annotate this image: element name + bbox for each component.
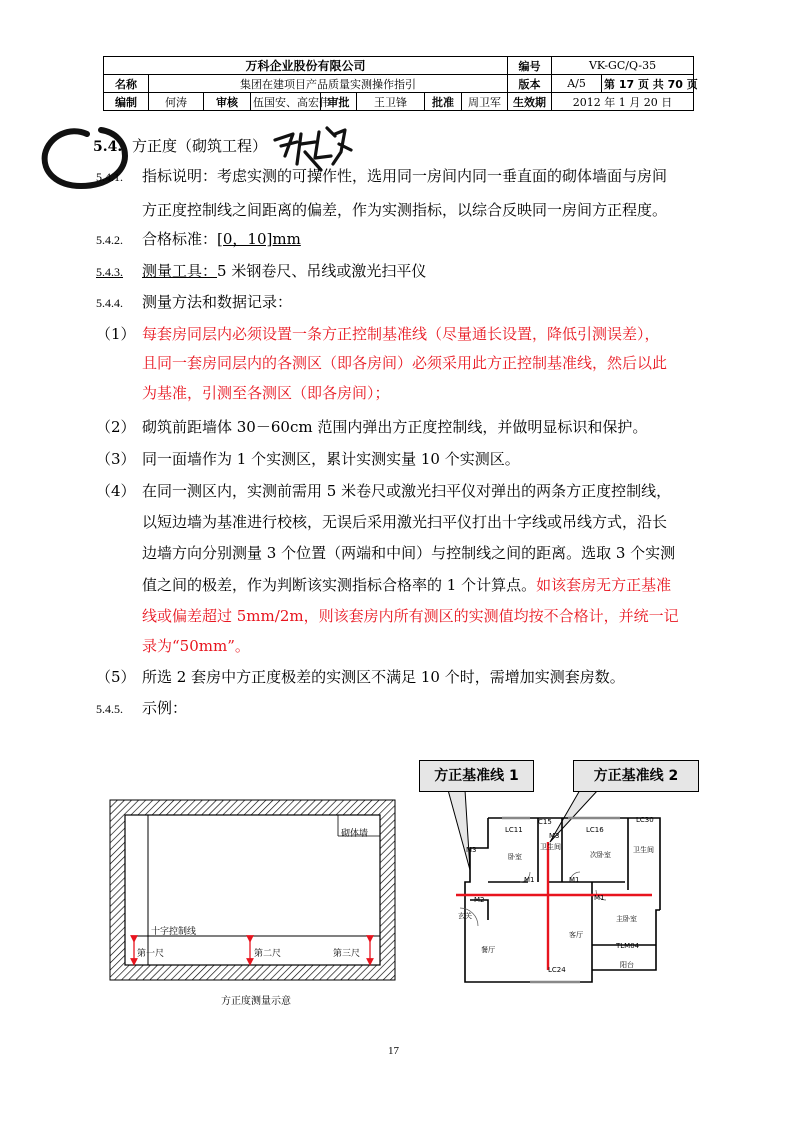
section-number: 5.4. xyxy=(93,139,123,155)
room-label: 卧室 xyxy=(508,853,522,861)
ratifier-value: 周卫军 xyxy=(462,93,508,111)
floor-plan xyxy=(420,760,700,990)
paragraph-line: 以短边墙为基准进行校核，无误后采用激光扫平仪打出十字线或吊线方式，沿长 xyxy=(142,513,668,531)
measure-1-label: 第一尺 xyxy=(137,949,165,959)
room-label: 次卧室 xyxy=(590,851,611,859)
paragraph-line: 所选 2 套房中方正度极差的实测区不满足 10 个时，需增加实测套房数。 xyxy=(142,668,625,686)
paragraph-text-red: 如该套房无方正基准 xyxy=(536,576,672,594)
wall-label: 砌体墙 xyxy=(341,829,369,839)
paragraph-line: 在同一测区内，实测前需用 5 米卷尺或激光扫平仪对弹出的两条方正度控制线， xyxy=(142,482,672,500)
paragraph-line: 测量方法和数据记录： xyxy=(142,293,293,311)
ratify-label: 批准 xyxy=(425,93,462,111)
room-label: 主卧室 xyxy=(616,915,637,923)
paragraph-line-red: 且同一套房同层内的各测区（即各房间）必须采用此方正控制基准线，然后以此 xyxy=(142,354,668,372)
item-number: 5.4.3. xyxy=(96,265,123,279)
plan-tag: M3 xyxy=(549,832,560,840)
effective-label: 生效期 xyxy=(508,93,552,111)
reference-line-2-callout: 方正基准线 2 xyxy=(573,760,699,792)
code-label: 编号 xyxy=(508,57,552,75)
author-label: 编制 xyxy=(104,93,149,111)
item-number: 5.4.5. xyxy=(96,702,123,716)
list-number: （1） xyxy=(96,325,136,343)
paragraph-line xyxy=(142,230,301,248)
paragraph-line-red: 每套房同层内必须设置一条方正控制基准线（尽量通长设置，降低引测误差）， xyxy=(142,325,660,343)
item-number: 5.4.1. xyxy=(96,170,123,184)
cross-line-label: 十字控制线 xyxy=(151,927,197,937)
plan-tag: TLM04 xyxy=(616,942,640,950)
approver-value: 王卫锋 xyxy=(357,93,425,111)
standard-label: 合格标准： xyxy=(142,230,218,248)
room-label: 玄关 xyxy=(458,912,472,920)
list-number: （4） xyxy=(96,482,136,500)
tools-label: 测量工具： xyxy=(142,262,218,280)
version-value: A/5 xyxy=(552,75,602,93)
company-name: 万科企业股份有限公司 xyxy=(104,57,508,75)
page-info: 第 17 页 共 70 页 xyxy=(602,75,694,93)
room-label: 卫生间 xyxy=(633,846,654,854)
paragraph-line: 示例： xyxy=(142,699,188,717)
list-number: （5） xyxy=(96,668,136,686)
version-label: 版本 xyxy=(508,75,552,93)
paragraph-line-red: 录为“50mm”。 xyxy=(142,637,250,655)
item-number: 5.4.2. xyxy=(96,233,123,247)
name-label: 名称 xyxy=(104,75,149,93)
list-number: （2） xyxy=(96,418,136,436)
item-number: 5.4.4. xyxy=(96,296,123,310)
standard-value: [0，10]mm xyxy=(217,230,301,248)
document-header-table xyxy=(103,56,698,111)
room-label: 卫生间 xyxy=(540,843,561,851)
plan-tag: M1 xyxy=(524,876,535,884)
paragraph-line xyxy=(142,262,426,280)
paragraph-line: 同一面墙作为 1 个实测区，累计实测实量 10 个实测区。 xyxy=(142,450,520,468)
room-label: 阳台 xyxy=(620,961,634,969)
paragraph-line: 指标说明：考虑实测的可操作性，选用同一房间内同一垂直面的砌体墙面与房间 xyxy=(142,167,668,185)
plan-tag: M2 xyxy=(474,896,485,904)
review-label: 审核 xyxy=(204,93,251,111)
reviewers-value: 伍国安、高宏伟 xyxy=(251,93,321,111)
approve-label: 审批 xyxy=(321,93,357,111)
reference-line-1-callout: 方正基准线 1 xyxy=(419,760,534,792)
plan-tag: M1 xyxy=(569,876,580,884)
tools-value: 5 米钢卷尺、吊线或激光扫平仪 xyxy=(217,262,427,280)
measure-2-label: 第二尺 xyxy=(254,949,282,959)
section-title: 方正度（砌筑工程） xyxy=(132,137,268,155)
plan-tag: M3 xyxy=(466,846,477,854)
paragraph-text: 值之间的极差，作为判断该实测指标合格率的 1 个计算点。 xyxy=(142,576,537,594)
plan-tag: M1 xyxy=(594,894,605,902)
plan-tag: LC11 xyxy=(505,826,523,834)
room-label: 餐厅 xyxy=(481,946,495,954)
measure-3-label: 第三尺 xyxy=(333,949,361,959)
paragraph-line-red: 为基准，引测至各测区（即各房间）； xyxy=(142,384,390,402)
effective-date: 2012 年 1 月 20 日 xyxy=(552,93,694,111)
paragraph-line: 方正度控制线之间距离的偏差，作为实测指标，以综合反映同一房间方正程度。 xyxy=(142,201,668,219)
code-value: VK-GC/Q-35 xyxy=(552,57,694,75)
plan-tag: C15 xyxy=(538,818,552,826)
schematic-caption: 方正度测量示意 xyxy=(221,996,291,1007)
plan-tag: LC30 xyxy=(636,816,654,824)
paragraph-line-red: 线或偏差超过 5mm/2m，则该套房内所有测区的实测值均按不合格计，并统一记 xyxy=(142,607,679,625)
paragraph-line: 边墙方向分别测量 3 个位置（两端和中间）与控制线之间的距离。选取 3 个实测 xyxy=(142,544,676,562)
paragraph-line: 砌筑前距墙体 30－60cm 范围内弹出方正度控制线，并做明显标识和保护。 xyxy=(142,418,648,436)
list-number: （3） xyxy=(96,450,136,468)
author-value: 何涛 xyxy=(149,93,204,111)
name-value: 集团在建项目产品质量实测操作指引 xyxy=(149,75,508,93)
plan-tag: LC24 xyxy=(548,966,566,974)
page-number: 17 xyxy=(388,1045,399,1057)
room-label: 客厅 xyxy=(569,931,583,939)
paragraph-line xyxy=(142,576,671,594)
plan-tag: LC16 xyxy=(586,826,604,834)
